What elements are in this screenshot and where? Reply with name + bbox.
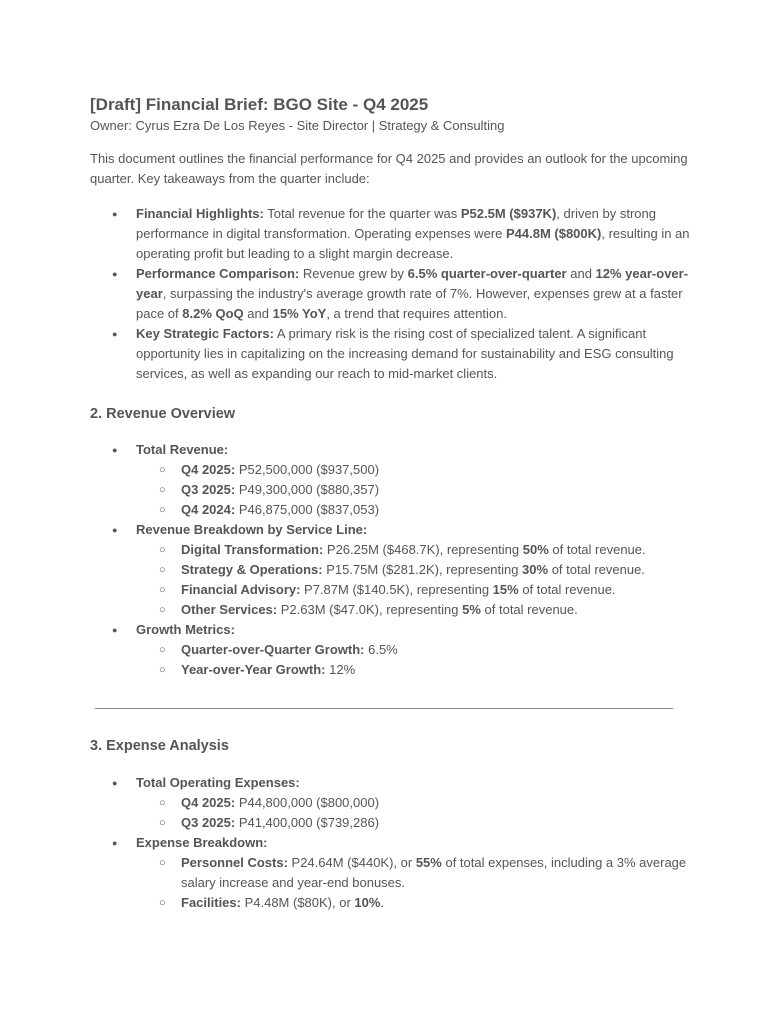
item-label: Q4 2025: <box>181 462 236 477</box>
item-label: Year-over-Year Growth: <box>181 662 326 677</box>
section-heading-expenses: 3. Expense Analysis <box>90 738 229 754</box>
takeaway-value: P52.5M ($937K) <box>460 206 557 221</box>
section-divider <box>95 708 673 709</box>
item-label: Q3 2025: <box>181 482 236 497</box>
item-value: P26.25M ($468.7K), representing <box>323 542 523 557</box>
item-percent: 5% <box>462 602 481 617</box>
revenue-list <box>90 440 690 680</box>
item-text: of total revenue. <box>518 582 616 597</box>
takeaway-text: , surpassing the industry's average growth rate of 7%. However, expenses grew at a faster pace of <box>136 286 683 321</box>
takeaway-label: Performance Comparison: <box>136 266 300 281</box>
takeaway-text: Total revenue for the quarter was <box>263 206 461 221</box>
expense-total-sublist <box>136 793 690 833</box>
item-value: P7.87M ($140.5K), representing <box>300 582 493 597</box>
list-item <box>90 264 690 324</box>
takeaway-value: 8.2% QoQ <box>182 306 244 321</box>
item-label: Strategy & Operations: <box>181 562 323 577</box>
item-label: Q4 2025: <box>181 795 236 810</box>
takeaway-value: 12% year-over-year <box>136 266 689 301</box>
document-title: [Draft] Financial Brief: BGO Site - Q4 2025 <box>90 95 429 114</box>
item-percent: 15% <box>492 582 519 597</box>
item-value: P49,300,000 ($880,357) <box>235 482 380 497</box>
revenue-breakdown-label: Revenue Breakdown by Service Line: <box>136 522 368 537</box>
item-label: Q4 2024: <box>181 502 236 517</box>
expense-total-label: Total Operating Expenses: <box>136 775 300 790</box>
item-label: Other Services: <box>181 602 278 617</box>
item-value: 12% <box>325 662 356 677</box>
item-label: Personnel Costs: <box>181 855 288 870</box>
list-item <box>90 773 690 833</box>
takeaway-text: , resulting in an operating profit but leading to a slight margin decrease. <box>136 226 690 261</box>
list-item <box>90 324 690 384</box>
list-item <box>136 600 690 620</box>
item-text: of total revenue. <box>480 602 578 617</box>
item-text: of total revenue. <box>548 562 645 577</box>
revenue-breakdown-sublist <box>136 540 690 620</box>
takeaway-value: P44.8M ($800K) <box>505 226 602 241</box>
list-item <box>90 833 690 913</box>
list-item <box>136 793 690 813</box>
list-item <box>90 520 690 620</box>
item-percent: 55% <box>415 855 442 870</box>
item-value: P46,875,000 ($837,053) <box>235 502 380 517</box>
takeaway-label: Key Strategic Factors: <box>136 326 274 341</box>
list-item <box>136 893 690 913</box>
item-value: 6.5% <box>364 642 398 657</box>
item-text: . <box>380 895 385 910</box>
list-item <box>136 853 690 893</box>
list-item <box>90 620 690 680</box>
takeaway-label: Financial Highlights: <box>136 206 264 221</box>
takeaway-text: , driven by strong performance in digital transformation. Operating expenses were <box>136 206 656 241</box>
intro-paragraph: This document outlines the financial performance for Q4 2025 and provides an outlook for the upcoming quarter. Key takeaways from the quarter include: <box>90 151 688 186</box>
item-percent: 30% <box>522 562 549 577</box>
list-item <box>136 480 690 500</box>
revenue-total-label: Total Revenue: <box>136 442 229 457</box>
list-item <box>136 660 690 680</box>
list-item <box>136 500 690 520</box>
revenue-total-sublist <box>136 460 690 520</box>
item-label: Quarter-over-Quarter Growth: <box>181 642 365 657</box>
list-item <box>136 580 690 600</box>
takeaway-value: 6.5% quarter-over-quarter <box>407 266 567 281</box>
item-value: P24.64M ($440K), or <box>287 855 416 870</box>
item-percent: 10% <box>354 895 381 910</box>
takeaway-text: and <box>566 266 596 281</box>
takeaway-value: 15% YoY <box>272 306 327 321</box>
list-item <box>136 560 690 580</box>
list-item <box>90 204 690 264</box>
item-text: of total expenses, including a 3% average salary increase and year-end bonuses. <box>181 855 687 890</box>
section-heading-revenue: 2. Revenue Overview <box>90 406 236 422</box>
item-value: P41,400,000 ($739,286) <box>235 815 380 830</box>
document-owner: Owner: Cyrus Ezra De Los Reyes - Site Director | Strategy & Consulting <box>90 118 505 133</box>
list-item <box>90 440 690 520</box>
takeaways-list <box>90 204 690 384</box>
item-value: P15.75M ($281.2K), representing <box>322 562 523 577</box>
list-item <box>136 540 690 560</box>
expense-breakdown-sublist <box>136 853 690 913</box>
takeaway-text: , a trend that requires attention. <box>326 306 507 321</box>
item-value: P44,800,000 ($800,000) <box>235 795 380 810</box>
list-item <box>136 640 690 660</box>
item-label: Financial Advisory: <box>181 582 301 597</box>
list-item <box>136 813 690 833</box>
item-label: Q3 2025: <box>181 815 236 830</box>
item-label: Facilities: <box>181 895 241 910</box>
item-value: P52,500,000 ($937,500) <box>235 462 380 477</box>
growth-metrics-sublist <box>136 640 690 680</box>
item-text: of total revenue. <box>548 542 646 557</box>
item-label: Digital Transformation: <box>181 542 324 557</box>
expense-breakdown-label: Expense Breakdown: <box>136 835 268 850</box>
expense-list <box>90 773 690 913</box>
list-item <box>136 460 690 480</box>
item-percent: 50% <box>522 542 549 557</box>
item-value: P4.48M ($80K), or <box>240 895 355 910</box>
growth-metrics-label: Growth Metrics: <box>136 622 235 637</box>
takeaway-text: Revenue grew by <box>299 266 408 281</box>
takeaway-text: and <box>243 306 273 321</box>
takeaway-text: A primary risk is the rising cost of specialized talent. A significant opportunity lies in capitalizing on the increasing demand for sustainability and ESG consulting services, as well as expanding our reach to mid-market clients. <box>136 326 674 381</box>
item-value: P2.63M ($47.0K), representing <box>277 602 463 617</box>
